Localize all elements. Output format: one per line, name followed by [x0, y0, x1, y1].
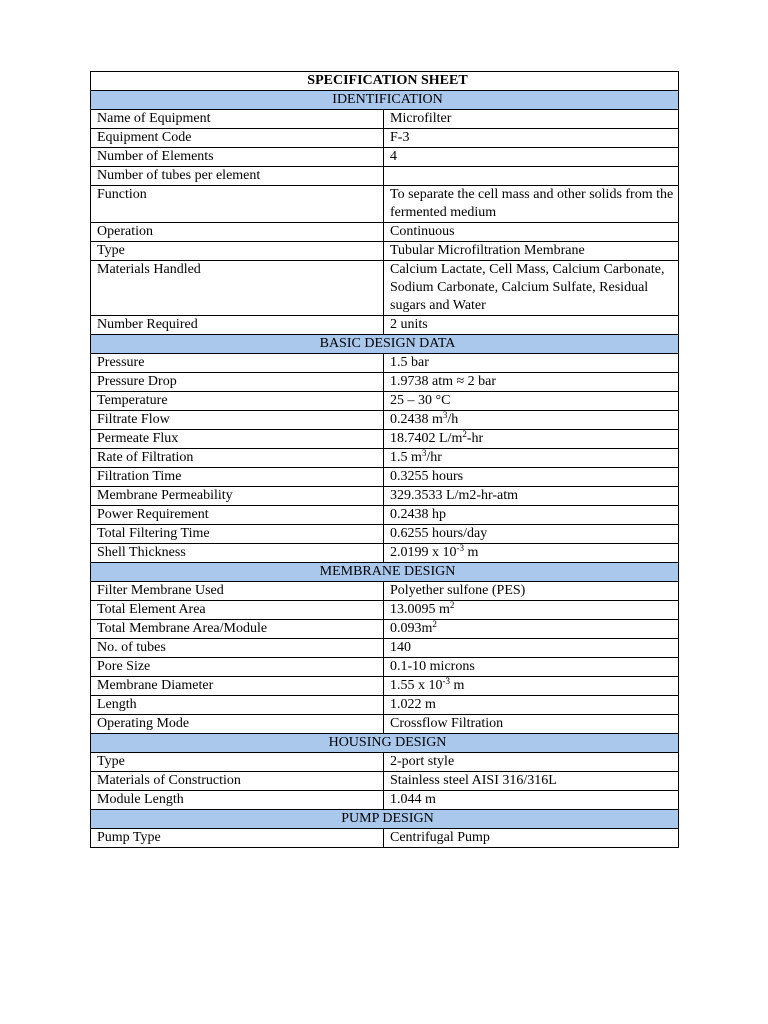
row-label: Length: [91, 696, 384, 715]
row-label: Membrane Permeability: [91, 487, 384, 506]
row-value: [384, 544, 679, 563]
table-row: [91, 316, 679, 335]
table-row: [91, 525, 679, 544]
table-row: [91, 411, 679, 430]
table-row: [91, 468, 679, 487]
table-row: [91, 148, 679, 167]
row-value: [384, 110, 679, 129]
value-suffix: /h: [447, 412, 459, 427]
table-row: [91, 449, 679, 468]
section-header: IDENTIFICATION: [91, 91, 679, 110]
row-value: [384, 772, 679, 791]
table-row: [91, 129, 679, 148]
section-header-row: [91, 734, 679, 753]
section-header-row: [91, 563, 679, 582]
row-label: Materials of Construction: [91, 772, 384, 791]
table-row: [91, 487, 679, 506]
value-text: Crossflow Filtration: [390, 716, 504, 731]
specification-table-body: [91, 72, 679, 848]
specification-table: [90, 71, 679, 848]
row-value: [384, 392, 679, 411]
row-value: [384, 129, 679, 148]
table-row: [91, 242, 679, 261]
row-label: Module Length: [91, 791, 384, 810]
table-row: [91, 696, 679, 715]
row-value: [384, 223, 679, 242]
value-text: Tubular Microfiltration Membrane: [390, 243, 585, 258]
table-row: [91, 715, 679, 734]
row-label: Membrane Diameter: [91, 677, 384, 696]
row-value: [384, 411, 679, 430]
value-text: 0.2438 m: [390, 412, 443, 427]
row-label: Filtration Time: [91, 468, 384, 487]
value-text: 1.5 m: [390, 450, 422, 465]
value-text: Centrifugal Pump: [390, 830, 490, 845]
row-value: [384, 506, 679, 525]
table-row: [91, 223, 679, 242]
row-value: [384, 715, 679, 734]
row-label: Number Required: [91, 316, 384, 335]
row-value: [384, 829, 679, 848]
table-row: [91, 601, 679, 620]
value-text: 13.0095 m: [390, 602, 450, 617]
row-value: [384, 753, 679, 772]
value-text: 0.093m: [390, 621, 433, 636]
value-superscript: 3: [421, 448, 427, 458]
row-value: [384, 261, 679, 316]
value-text: F-3: [390, 130, 410, 145]
table-row: [91, 639, 679, 658]
value-suffix: m: [450, 678, 465, 693]
row-value: [384, 430, 679, 449]
value-text: Microfilter: [390, 111, 452, 126]
table-row: [91, 430, 679, 449]
row-value: [384, 148, 679, 167]
row-label: No. of tubes: [91, 639, 384, 658]
value-text: 0.6255 hours/day: [390, 526, 488, 541]
table-row: [91, 186, 679, 223]
row-label: Pump Type: [91, 829, 384, 848]
value-superscript: -3: [442, 676, 450, 686]
value-text: Continuous: [390, 224, 455, 239]
row-label: Filter Membrane Used: [91, 582, 384, 601]
row-label: Pressure: [91, 354, 384, 373]
value-suffix: /hr: [426, 450, 442, 465]
value-text: 0.1-10 microns: [390, 659, 475, 674]
table-row: [91, 658, 679, 677]
value-text: To separate the cell mass and other solids from the fermented medium: [390, 187, 674, 220]
value-text: Calcium Lactate, Cell Mass, Calcium Carbonate, Sodium Carbonate, Calcium Sulfate, Residual sugars and Water: [390, 262, 665, 313]
value-text: 18.7402 L/m: [390, 431, 463, 446]
value-text: 0.3255 hours: [390, 469, 464, 484]
row-value: [384, 601, 679, 620]
table-row: [91, 110, 679, 129]
row-value: [384, 639, 679, 658]
row-label: Equipment Code: [91, 129, 384, 148]
row-label: Type: [91, 753, 384, 772]
value-text: 1.022 m: [390, 697, 436, 712]
table-row: [91, 373, 679, 392]
row-label: Name of Equipment: [91, 110, 384, 129]
value-text: 0.2438 hp: [390, 507, 446, 522]
row-value: [384, 354, 679, 373]
value-superscript: 2: [432, 619, 437, 629]
row-value: [384, 242, 679, 261]
table-row: [91, 620, 679, 639]
row-value: [384, 582, 679, 601]
row-label: Operating Mode: [91, 715, 384, 734]
row-label: Total Membrane Area/Module: [91, 620, 384, 639]
value-suffix: m: [464, 545, 479, 560]
table-row: [91, 544, 679, 563]
row-label: Number of tubes per element: [91, 167, 384, 186]
table-row: [91, 772, 679, 791]
section-header: MEMBRANE DESIGN: [91, 563, 679, 582]
value-text: 4: [390, 149, 397, 164]
value-superscript: -3: [456, 543, 464, 553]
row-value: [384, 677, 679, 696]
value-text: 2 units: [390, 317, 428, 332]
row-value: [384, 373, 679, 392]
row-value: [384, 525, 679, 544]
table-row: [91, 392, 679, 411]
section-header-row: [91, 810, 679, 829]
table-row: [91, 354, 679, 373]
sheet-title: SPECIFICATION SHEET: [91, 72, 679, 91]
value-text: 329.3533 L/m2-hr-atm: [390, 488, 519, 503]
row-value: [384, 316, 679, 335]
row-value: [384, 449, 679, 468]
row-value: [384, 468, 679, 487]
value-text: Polyether sulfone (PES): [390, 583, 526, 598]
value-text: 140: [390, 640, 411, 655]
table-row: [91, 677, 679, 696]
value-text: 1.044 m: [390, 792, 436, 807]
table-row: [91, 582, 679, 601]
row-label: Temperature: [91, 392, 384, 411]
table-row: [91, 791, 679, 810]
row-value: [384, 791, 679, 810]
row-label: Power Requirement: [91, 506, 384, 525]
row-label: Number of Elements: [91, 148, 384, 167]
row-value: [384, 620, 679, 639]
table-row: [91, 753, 679, 772]
table-row: [91, 829, 679, 848]
row-label: Function: [91, 186, 384, 223]
row-value: [384, 696, 679, 715]
row-label: Materials Handled: [91, 261, 384, 316]
row-label: Rate of Filtration: [91, 449, 384, 468]
section-header-row: [91, 335, 679, 354]
value-text: 1.55 x 10: [390, 678, 443, 693]
table-row: [91, 506, 679, 525]
value-suffix: -hr: [466, 431, 484, 446]
row-label: Pore Size: [91, 658, 384, 677]
table-row: [91, 261, 679, 316]
row-label: Type: [91, 242, 384, 261]
value-text: Stainless steel AISI 316/316L: [390, 773, 557, 788]
value-text: 1.5 bar: [390, 355, 429, 370]
row-label: Shell Thickness: [91, 544, 384, 563]
row-label: Pressure Drop: [91, 373, 384, 392]
row-label: Operation: [91, 223, 384, 242]
row-label: Total Element Area: [91, 601, 384, 620]
value-superscript: 3: [442, 410, 448, 420]
value-text: 1.9738 atm ≈ 2 bar: [390, 374, 497, 389]
section-header-row: [91, 91, 679, 110]
value-superscript: 2: [462, 429, 467, 439]
row-label: Filtrate Flow: [91, 411, 384, 430]
value-text: 25 – 30 °C: [390, 393, 451, 408]
row-value: [384, 167, 679, 186]
row-value: [384, 658, 679, 677]
row-value: [384, 186, 679, 223]
value-text: 2-port style: [390, 754, 455, 769]
value-superscript: 2: [449, 600, 455, 610]
table-row: [91, 167, 679, 186]
title-row: [91, 72, 679, 91]
section-header: HOUSING DESIGN: [91, 734, 679, 753]
section-header: BASIC DESIGN DATA: [91, 335, 679, 354]
row-label: Permeate Flux: [91, 430, 384, 449]
row-value: [384, 487, 679, 506]
value-text: 2.0199 x 10: [390, 545, 457, 560]
section-header: PUMP DESIGN: [91, 810, 679, 829]
row-label: Total Filtering Time: [91, 525, 384, 544]
